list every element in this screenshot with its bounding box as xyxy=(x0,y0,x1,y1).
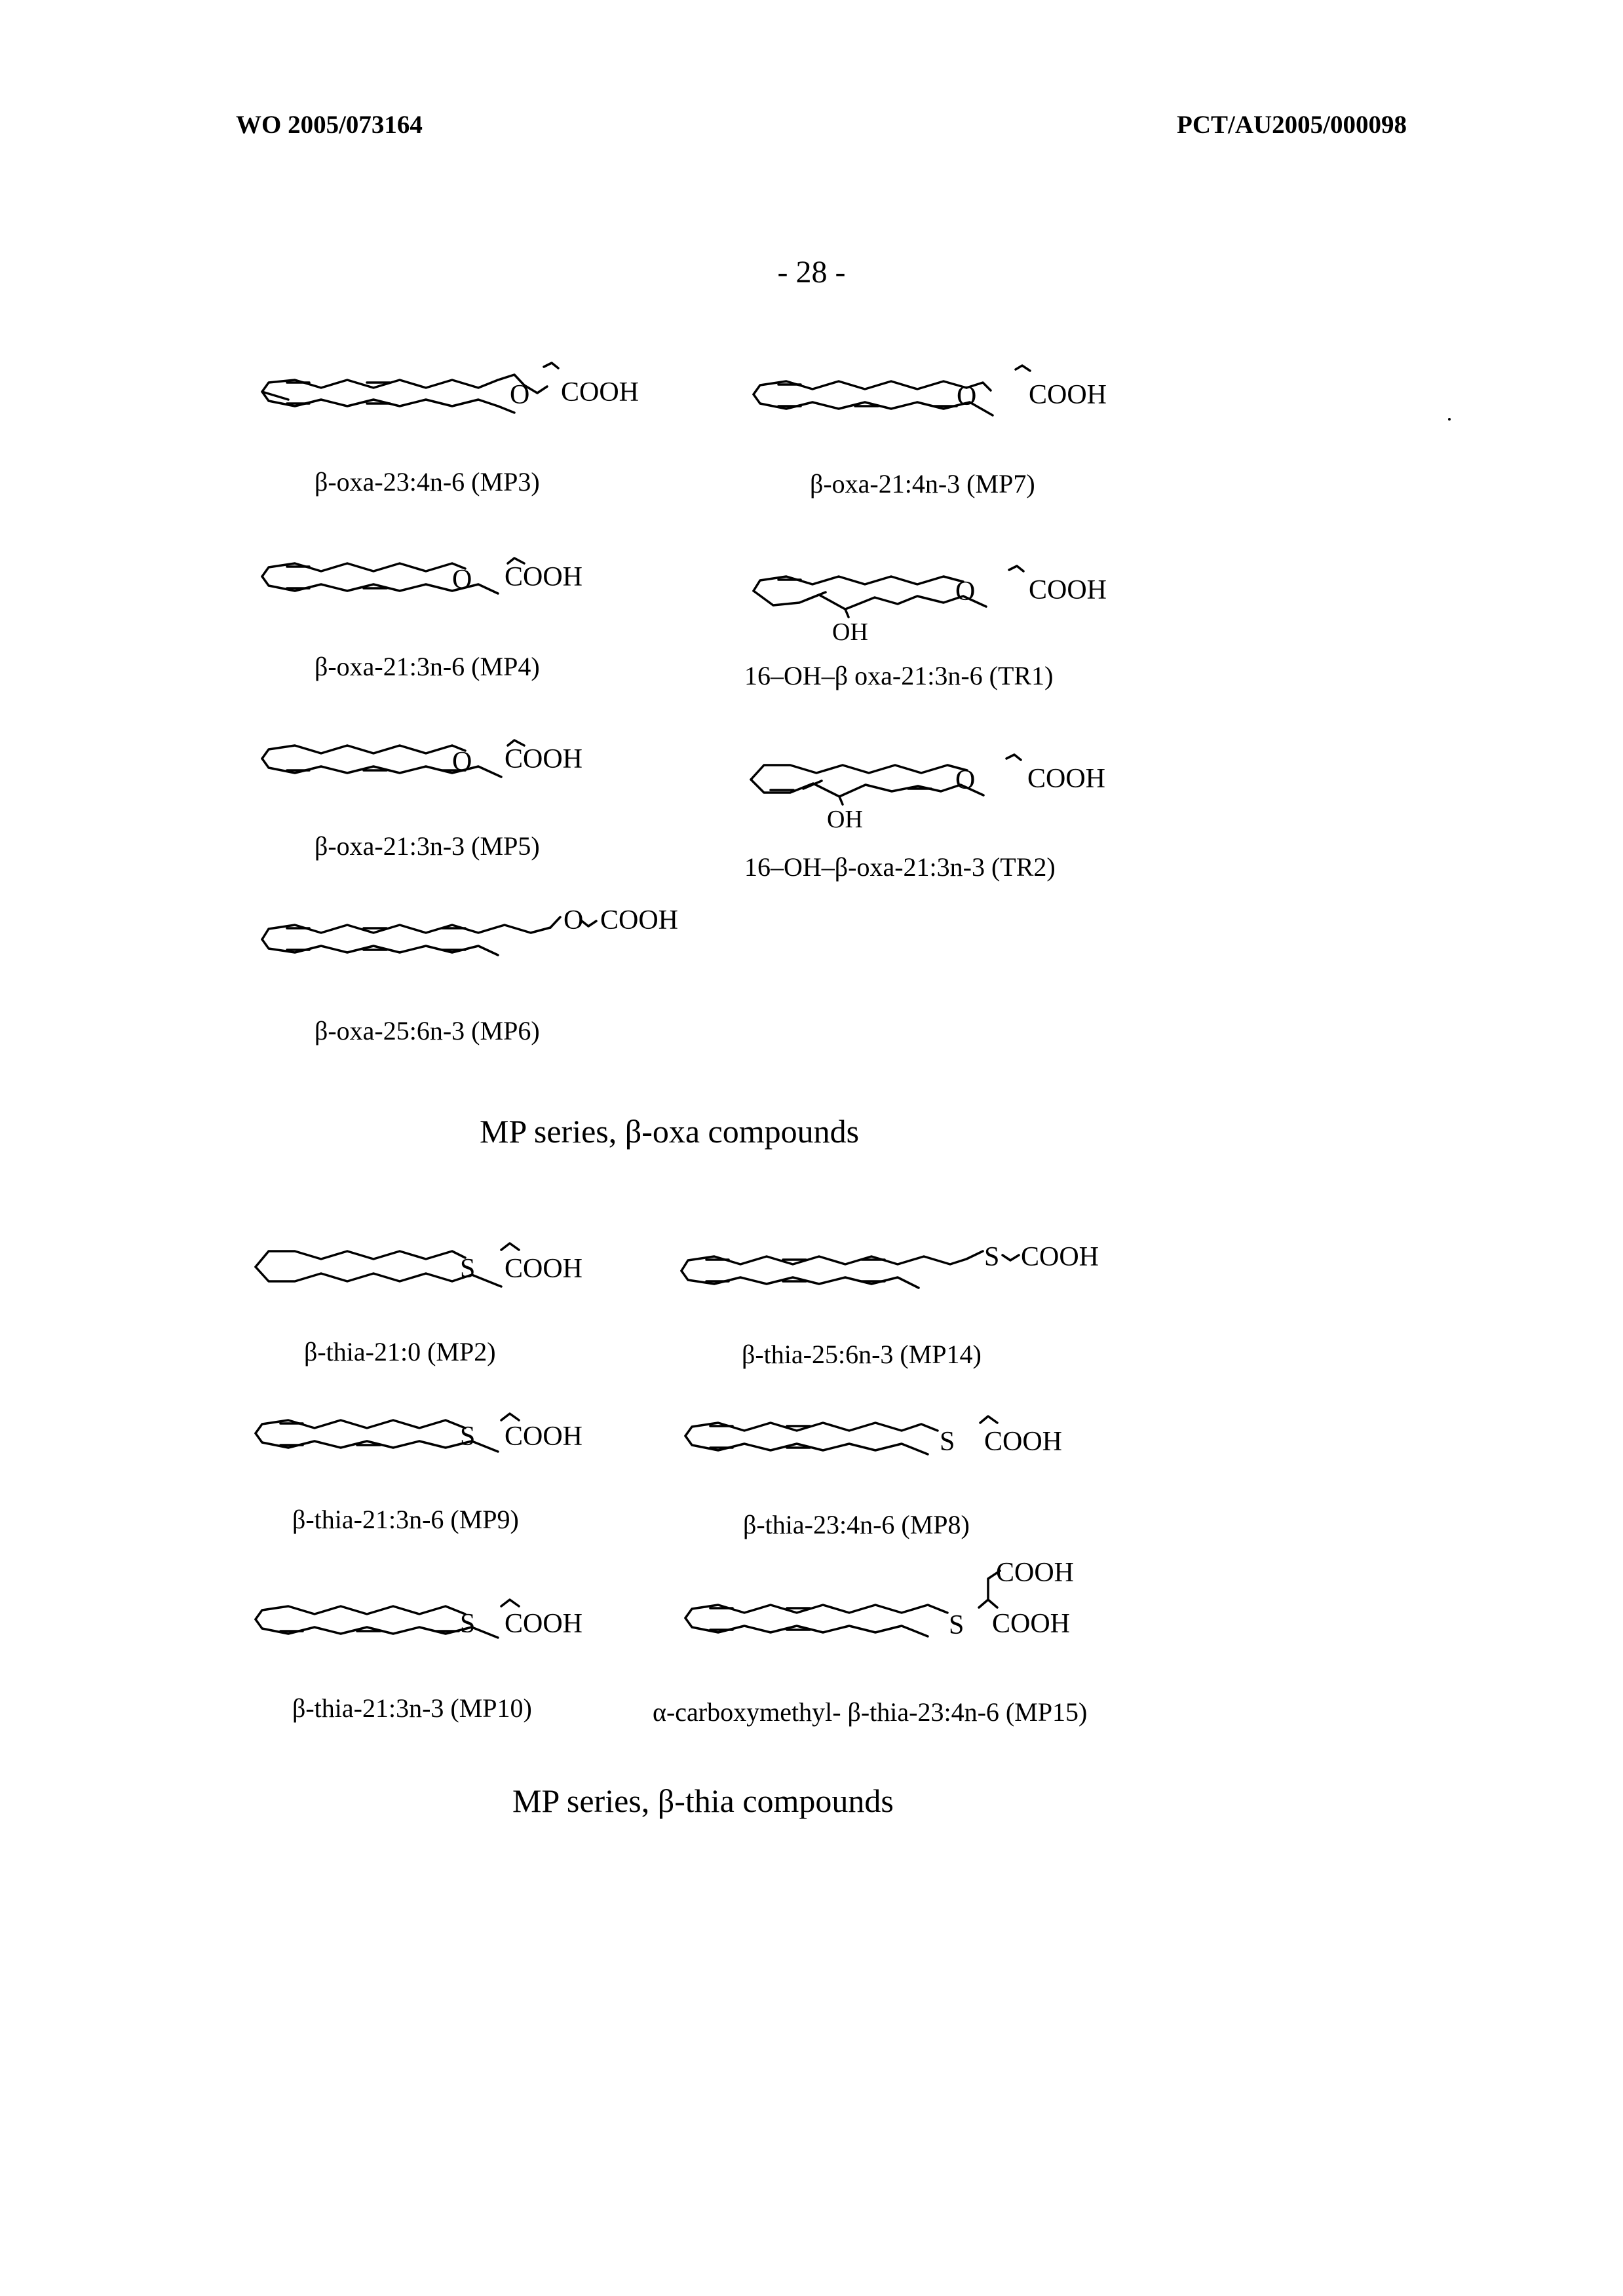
ether-oxygen: O xyxy=(957,381,977,411)
compound-label-mp15: α-carboxymethyl- β-thia-23:4n-6 (MP15) xyxy=(653,1697,1088,1727)
compound-label-mp5: β-oxa-21:3n-3 (MP5) xyxy=(315,831,540,861)
ether-oxygen: O xyxy=(452,747,472,777)
thioether-sulfur: S xyxy=(460,1254,476,1284)
carboxyl-group: COOH xyxy=(505,1421,583,1452)
carboxyl-group: COOH xyxy=(505,1254,583,1284)
compound-label-mp3: β-oxa-23:4n-6 (MP3) xyxy=(315,467,540,497)
thioether-sulfur: S xyxy=(984,1242,1000,1272)
hydroxyl-group: OH xyxy=(827,806,863,833)
patent-publication-number: WO 2005/073164 xyxy=(236,111,423,139)
compound-label-mp9: β-thia-21:3n-6 (MP9) xyxy=(292,1505,519,1534)
carboxyl-group: COOH xyxy=(505,744,583,774)
compound-label-mp14: β-thia-25:6n-3 (MP14) xyxy=(742,1340,982,1369)
carboxyl-group: COOH xyxy=(1027,764,1106,794)
carboxyl-group: COOH xyxy=(1029,575,1107,605)
compound-label-mp7: β-oxa-21:4n-3 (MP7) xyxy=(810,469,1035,499)
hydroxyl-group: OH xyxy=(832,618,868,646)
thioether-sulfur: S xyxy=(460,1421,476,1452)
carboxyl-group-lower: COOH xyxy=(992,1609,1071,1639)
carboxyl-group: COOH xyxy=(505,1609,583,1639)
thioether-sulfur: S xyxy=(460,1609,476,1639)
carboxyl-group: COOH xyxy=(1029,380,1107,410)
compound-label-mp8: β-thia-23:4n-6 (MP8) xyxy=(743,1510,970,1539)
thioether-sulfur: S xyxy=(949,1610,964,1640)
application-number: PCT/AU2005/000098 xyxy=(1177,111,1407,139)
stray-dot xyxy=(1448,418,1451,421)
ether-oxygen: O xyxy=(955,576,976,607)
ether-oxygen: O xyxy=(955,765,976,795)
compound-label-mp10: β-thia-21:3n-3 (MP10) xyxy=(292,1693,532,1723)
thioether-sulfur: S xyxy=(940,1427,955,1457)
compound-label-tr1: 16–OH–β oxa-21:3n-6 (TR1) xyxy=(744,661,1054,690)
section-title-thia: MP series, β-thia compounds xyxy=(512,1782,894,1819)
compound-label-tr2: 16–OH–β-oxa-21:3n-3 (TR2) xyxy=(744,852,1056,882)
carboxyl-group: COOH xyxy=(561,377,640,407)
carboxyl-group: COOH xyxy=(600,905,679,935)
compound-label-mp2: β-thia-21:0 (MP2) xyxy=(304,1337,496,1366)
ether-oxygen: O xyxy=(563,905,584,935)
ether-oxygen: O xyxy=(452,565,472,595)
carboxyl-group: COOH xyxy=(505,562,583,592)
compound-label-mp4: β-oxa-21:3n-6 (MP4) xyxy=(315,652,540,681)
section-title-oxa: MP series, β-oxa compounds xyxy=(480,1113,860,1150)
compound-label-mp6: β-oxa-25:6n-3 (MP6) xyxy=(315,1016,540,1045)
page-number: - 28 - xyxy=(777,255,846,290)
carboxyl-group: COOH xyxy=(984,1427,1063,1457)
carboxyl-group-upper: COOH xyxy=(996,1558,1075,1588)
carboxyl-group: COOH xyxy=(1021,1242,1099,1272)
ether-oxygen: O xyxy=(510,380,530,410)
